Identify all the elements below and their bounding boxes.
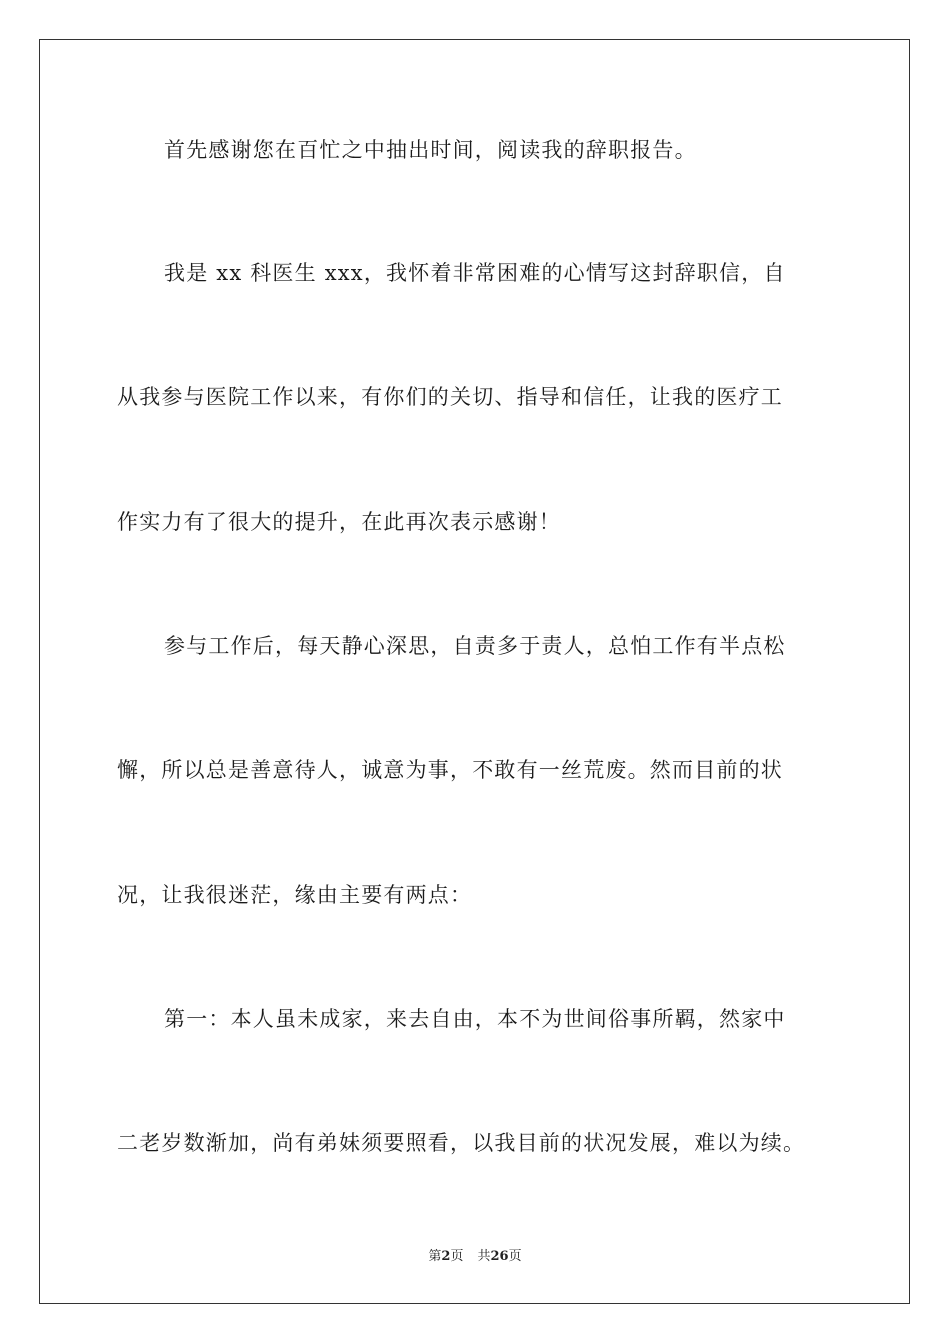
paragraph-line: 作实力有了很大的提升，在此再次表示感谢！ bbox=[117, 510, 561, 534]
total-pages: 26 bbox=[490, 1249, 509, 1264]
paragraph-line: 首先感谢您在百忙之中抽出时间，阅读我的辞职报告。 bbox=[164, 138, 697, 162]
page-footer bbox=[0, 1248, 950, 1266]
paragraph-line: 从我参与医院工作以来，有你们的关切、指导和信任，让我的医疗工 bbox=[117, 385, 783, 409]
page-border bbox=[39, 39, 910, 1304]
paragraph-line: 二老岁数渐加，尚有弟妹须要照看，以我目前的状况发展，难以为续。 bbox=[117, 1131, 806, 1155]
page-prefix: 第 bbox=[428, 1249, 442, 1264]
total-prefix: 共 bbox=[477, 1249, 491, 1264]
total-suffix: 页 bbox=[508, 1249, 522, 1264]
paragraph-line: 况，让我很迷茫，缘由主要有两点： bbox=[117, 883, 473, 907]
paragraph-line: 懈，所以总是善意待人，诚意为事，不敢有一丝荒废。然而目前的状 bbox=[117, 758, 783, 782]
paragraph-line: 我是 xx 科医生 xxx，我怀着非常困难的心情写这封辞职信，自 bbox=[164, 261, 786, 285]
paragraph-line: 第一：本人虽未成家，来去自由，本不为世间俗事所羁，然家中 bbox=[164, 1007, 786, 1031]
paragraph-line: 参与工作后，每天静心深思，自责多于责人，总怕工作有半点松 bbox=[164, 634, 786, 658]
page-suffix: 页 bbox=[450, 1249, 464, 1264]
page-number: 2 bbox=[441, 1249, 451, 1264]
